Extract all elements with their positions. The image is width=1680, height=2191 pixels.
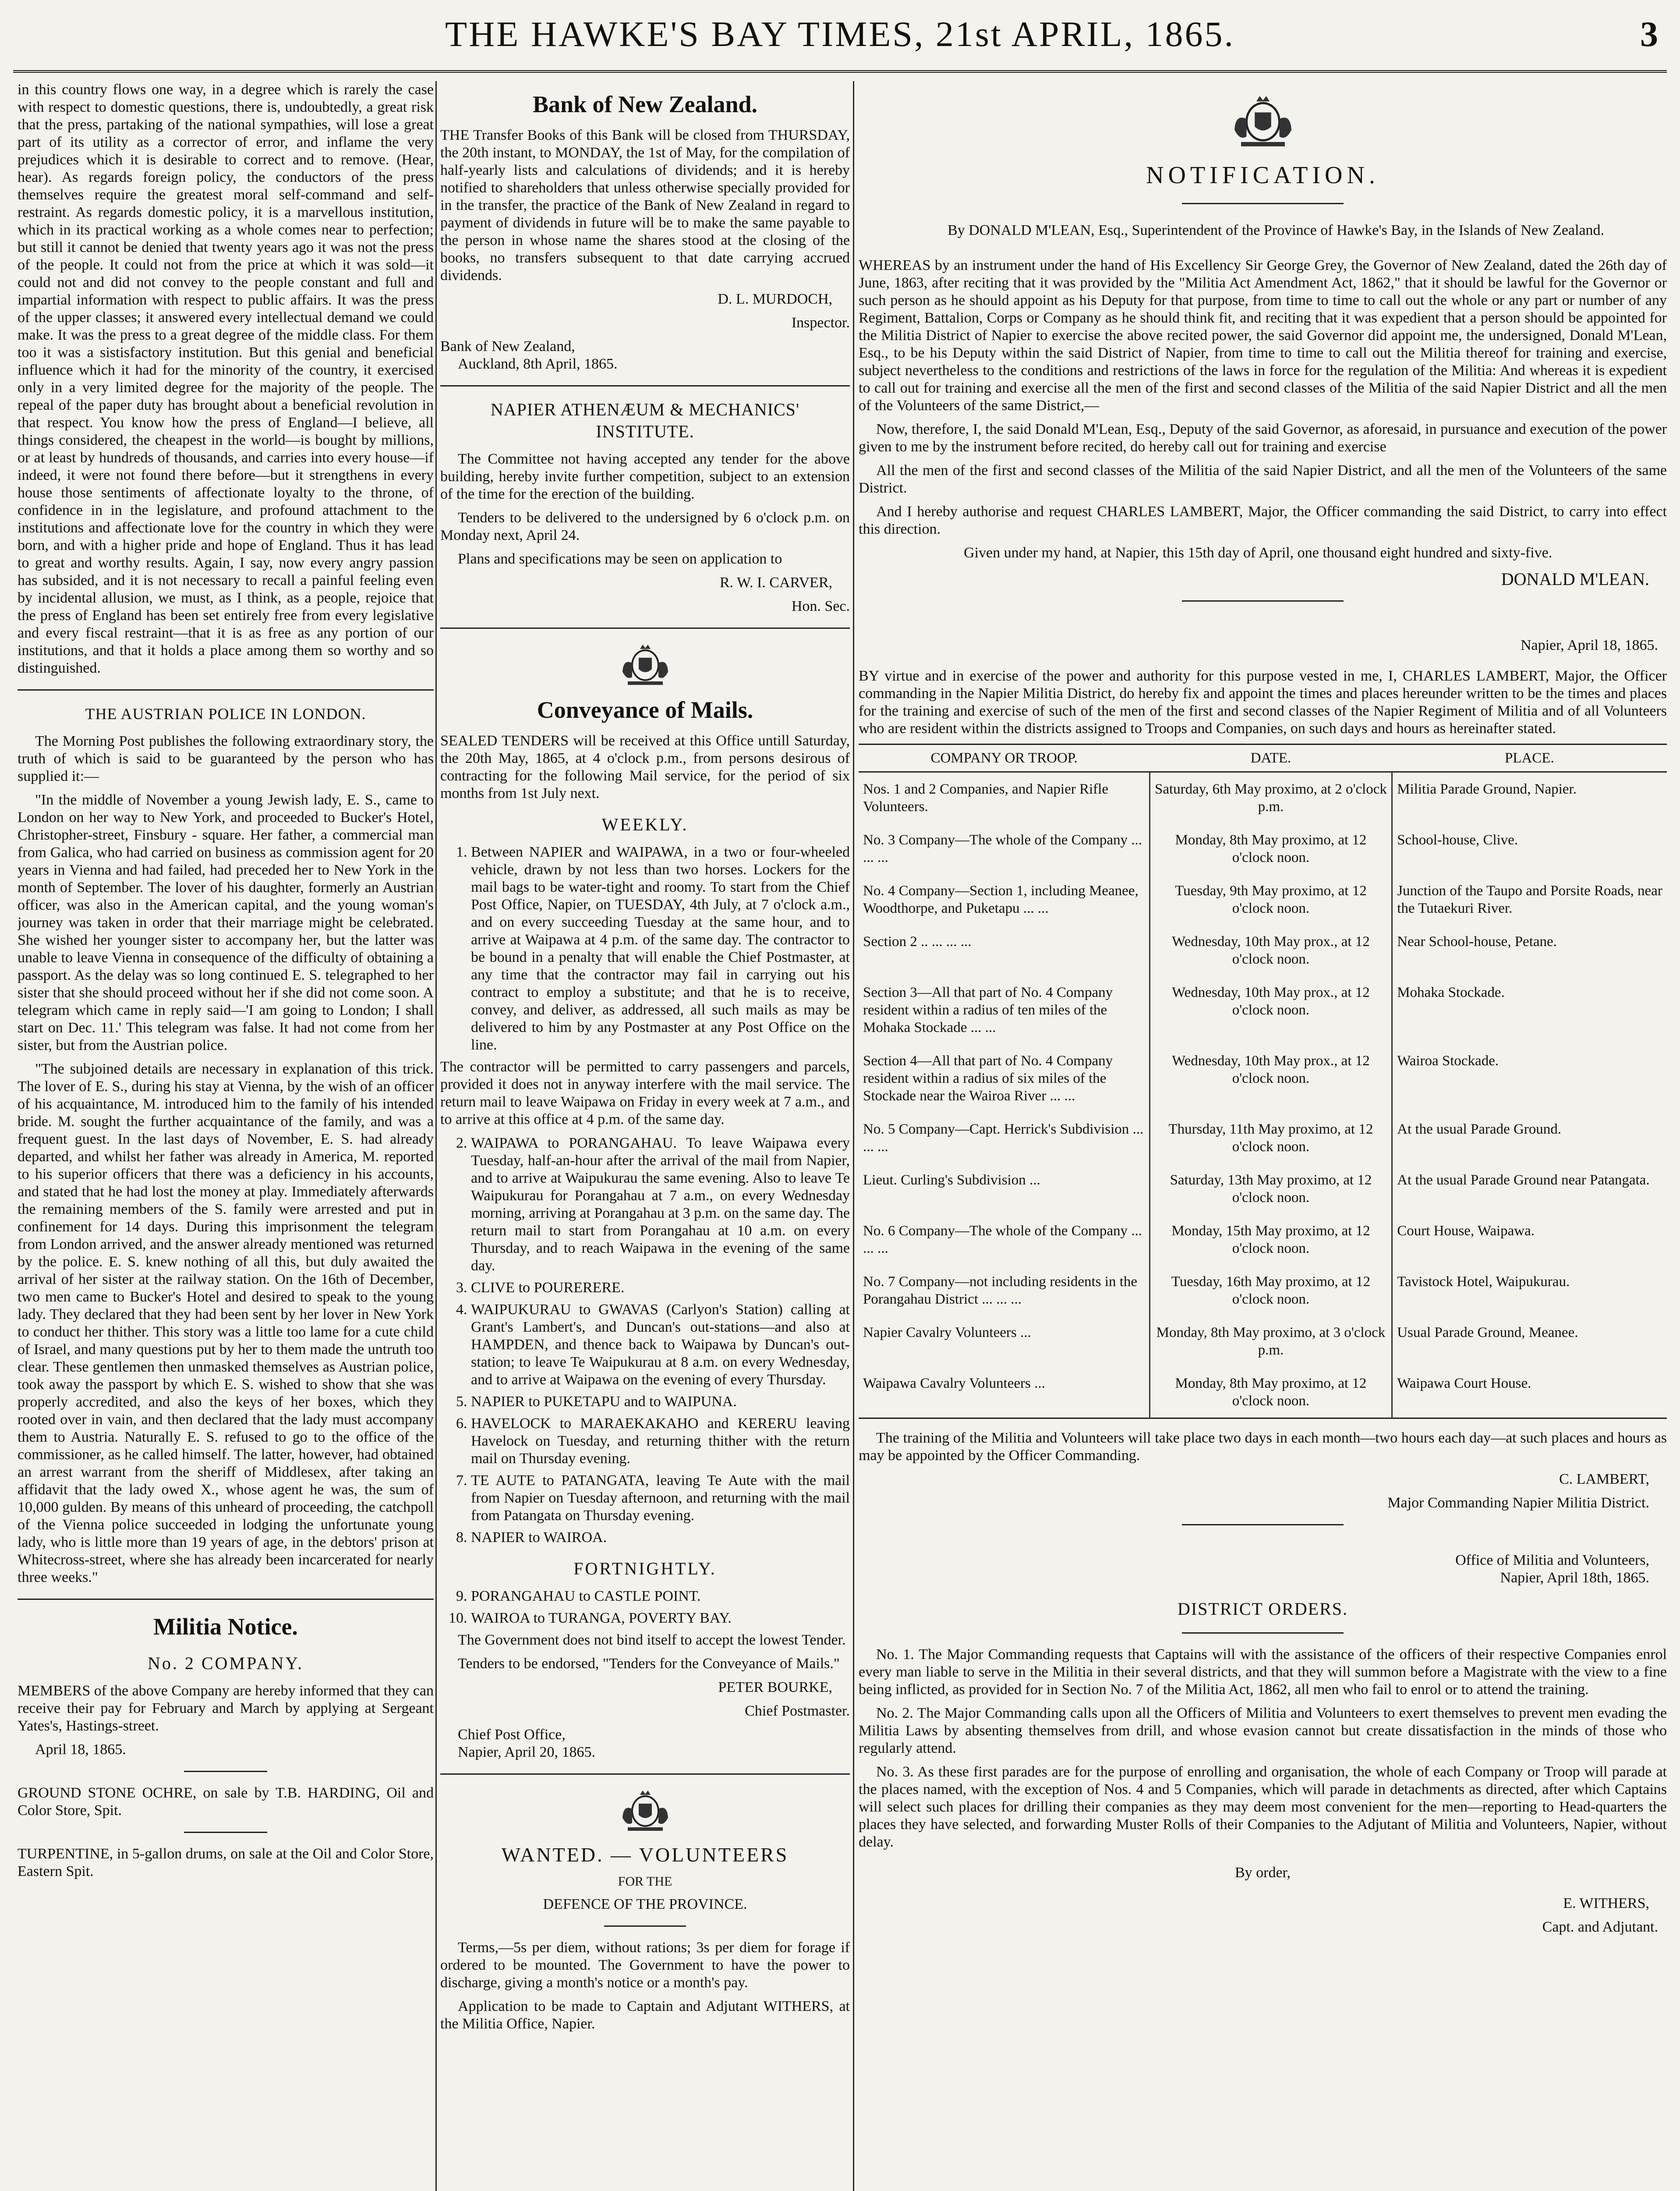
athenaeum-paragraph: Tenders to be delivered to the undersigned by 6 o'clock p.m. on Monday next, April 24. — [440, 510, 850, 543]
date-cell: Thursday, 11th May proximo, at 12 o'clock noon. — [1149, 1113, 1392, 1163]
date-cell: Saturday, 6th May proximo, at 2 o'clock p.m. — [1149, 772, 1392, 824]
all-the-men-paragraph: All the men of the first and second classes of the Militia of the said Napier District, and all the men of the Volunteers of the same District. — [859, 462, 1667, 496]
divider — [184, 1771, 267, 1772]
athenaeum-signatory-title: Hon. Sec. — [791, 598, 850, 614]
company-cell: No. 4 Company—Section 1, including Meanee, Woodthorpe, and Puketapu ... ... — [863, 883, 1139, 916]
lambert-signature: C. LAMBERT, — [1559, 1471, 1649, 1487]
article-paragraph: in this country flows one way, in a degree which is rarely the case with respect to domestic questions, there is, undoubtedly, a great risk that the press, partaking of the national sympathies, will lose a great part of its utility as a corrector of error, and inflame the very prejudices which it is desirable to correct and to remove. (Hear, hear). As regards foreign policy, the conductors of the press themselves require the greatest moral self-command and self-restraint. As regards domestic policy, it is a marvellous institution, which in its practical working as a whole comes near to perfection; but still it cannot be denied that twenty years ago it was not the press of the people. It could not from the price at which it was sold—it could not and did not convey to the people constant and full and impartial information with respect to public affairs. It was the press of the upper classes; it answered every intellectual demand we could make. It was the press to a great degree of the middle class. For them too it was a sistisfactory institution. But this genial and beneficial influence which it had for the minority of the country, it exercised only in a very limited degree for the majority of the people. The repeal of the paper duty has brought about a beneficial revolution in that respect. You know how the press of England—I believe, all things considered, the cheapest in the world—is bought by millions, or at least by hundreds of thousands, and carries into every house—if indeed, it were not found there before—but it strengthens in every house those sentiments of affectionate loyalty to the throne, of confidence in in the legislature, and profound attachment to the institutions and affectionate love for the country in which they were born, and with a higher pride and hope of England. Thus it has lead to great and worthy results. Again, I say, now every angry passion has subsided, and it is not necessary to recall a painful feeling even by incidental allusion, we must, as I think, as a people, rejoice that the press of England has been set entirely free from every legislative and every fiscal restraint—that it is as free as any portion of our institutions, and that it holds a place among them so worthy and so distinguished. — [18, 82, 434, 676]
place-cell: Militia Parade Ground, Napier. — [1392, 772, 1667, 824]
date-cell: Monday, 8th May proximo, at 12 o'clock noon. — [1149, 1367, 1392, 1418]
bank-body: THE Transfer Books of this Bank will be closed from THURSDAY, the 20th instant, to MONDAY, the 1st of May, for the compilation of half-yearly lists and calculations of dividends; and it is hereby notified to shareholders that unless otherwise specially provided for in the transfer, the practice of the Bank of New Zealand in regard to payment of dividends in future will be to make the same payable to the person in whose name the shares stood at the closing of the books, no transfers subsequent to that date carrying accrued dividends. — [440, 127, 850, 284]
table-row — [859, 1367, 1667, 1418]
column-header: DATE. — [1149, 745, 1392, 772]
table-header-row — [859, 745, 1667, 772]
lambert-title: Major Commanding Napier Militia District. — [1387, 1495, 1649, 1511]
company-cell: No. 6 Company—The whole of the Company ... ... ... — [863, 1223, 1142, 1256]
bank-place: Bank of New Zealand, — [440, 338, 575, 355]
training-schedule-table — [859, 744, 1667, 1419]
date-cell: Saturday, 13th May proximo, at 12 o'clock noon. — [1149, 1163, 1392, 1214]
place-cell: Usual Parade Ground, Meanee. — [1392, 1316, 1667, 1367]
date-cell: Monday, 8th May proximo, at 3 o'clock p.m. — [1149, 1316, 1392, 1367]
mails-intro: SEALED TENDERS will be received at this Office untill Saturday, the 20th May, 1865, at 4 o'clock p.m., from persons desirous of contracting for the following Mail service, for the period of six months from 1st July next. — [440, 733, 850, 801]
column-header: PLACE. — [1392, 745, 1667, 772]
list-item: 2. WAIPAWA to PORANGAHAU. To leave Waipawa every Tuesday, half-an-hour after the arrival of the mail from Napier, and to arrive at Waipukurau the same evening. Also to leave Te Waipukurau for Porangahau at 7 a.m., on every Wednesday morning, arriving at Porangahau at 3 p.m. on the same day. The return mail to start from Porangahau at 10 a.m. on every Thursday, and to reach Waipawa in the evening of the same day. — [471, 1134, 850, 1275]
place-cell: Near School-house, Petane. — [1392, 925, 1667, 976]
table-row — [859, 1163, 1667, 1214]
table-row — [859, 1044, 1667, 1113]
company-cell: Napier Cavalry Volunteers ... — [863, 1325, 1031, 1340]
divider — [1182, 203, 1344, 204]
place-cell: Mohaka Stockade. — [1392, 976, 1667, 1044]
whereas-paragraph: WHEREAS by an instrument under the hand of His Excellency Sir George Grey, the Governor of New Zealand, dated the 26th day of June, 1863, after reciting that it was provided by the "Militia Act Amendment Act, 1862," that it should be lawful for the Governor or such person as he should appoint as his Deputy for that purpose, from time to time to call out the whole or any part or number of any Regiment, Battalion, Corps or Company as he should think fit, and reciting that it was expedient that a person should be appointed for the Militia District of Napier to exercise the above recited power, the said Governor did appoint me, the undersigned, Donald M'Lean, Esq., to be his Deputy within the said District of Napier, from time to time to call out the Militia thereof for training and exercise, subject nevertheless to the conditions and restrictions of the laws in force for the regulation of the Militia: And whereas it is expedient to call out for training and exercise all the men of the first and second classes of the Militia of the said Napier District and all the men of the Volunteers of the same District,— — [859, 257, 1667, 414]
militia-notice-body: MEMBERS of the above Company are hereby informed that they can receive their pay for February and March by applying at Sergeant Yates's, Hastings-street. — [18, 1683, 434, 1734]
divider — [1182, 600, 1344, 602]
training-note: The training of the Militia and Volunteers will take place two days in each month—two hours each day—at such places and hours as may be appointed by the Officer Commanding. — [859, 1430, 1667, 1464]
company-cell: No. 3 Company—The whole of the Company ... ... ... — [863, 832, 1142, 865]
place-cell: Junction of the Taupo and Porsite Roads, near the Tutaekuri River. — [1392, 874, 1667, 925]
list-item: 7. TE AUTE to PATANGATA, leaving Te Aute with the mail from Napier on Tuesday afternoon, and returning with the mail from Patangata on Thursday evening. — [471, 1472, 850, 1524]
date-cell: Wednesday, 10th May prox., at 12 o'clock noon. — [1149, 925, 1392, 976]
list-item: 8. NAPIER to WAIROA. — [471, 1529, 850, 1546]
list-item: 4. WAIPUKURAU to GWAVAS (Carlyon's Station) calling at Grant's Lambert's, and Duncan's out-stations—and also at HAMPDEN, and thence back to Waipawa by Duncan's out-station; to leave Te Waipukurau at 8 a.m. on every Wednesday, and to arrive at Waipawa on the evening of every Thursday. — [471, 1301, 850, 1389]
mails-date: Napier, April 20, 1865. — [458, 1744, 596, 1760]
ad-turpentine: TURPENTINE, in 5-gallon drums, on sale at the Oil and Color Store, Eastern Spit. — [18, 1846, 434, 1879]
masthead: THE HAWKE'S BAY TIMES, 21st APRIL, 1865. — [445, 14, 1235, 54]
notification-title: NOTIFICATION. — [1146, 162, 1379, 189]
divider — [184, 1832, 267, 1833]
table-row — [859, 874, 1667, 925]
athenaeum-paragraph: The Committee not having accepted any tender for the above building, hereby invite further competition, subject to an extension of the time for the erection of the building. — [440, 451, 850, 502]
mclean-signature: DONALD M'LEAN. — [1501, 569, 1649, 589]
table-row — [859, 772, 1667, 824]
mails-signatory: PETER BOURKE, — [718, 1679, 832, 1695]
district-order: No. 3. As these first parades are for the purpose of enrolling and organisation, the whole of each Company or Troop will parade at the places named, with the exception of Nos. 4 and 5 Companies, which will parade in detachments as directed, after which Captains will select such places for drilling their companies as they may deem most convenient for the men—reporting to Head-quarters the places they have selected, and forwarding Muster Rolls of their Companies to the Adjutant of Militia and Volunteers, Napier, without delay. — [859, 1764, 1667, 1850]
company-cell: No. 5 Company—Capt. Herrick's Subdivision ... ... ... — [863, 1121, 1144, 1155]
divider — [440, 385, 850, 386]
bank-signatory: D. L. MURDOCH, — [718, 291, 832, 307]
place-cell: At the usual Parade Ground near Patangata. — [1392, 1163, 1667, 1214]
place-cell: At the usual Parade Ground. — [1392, 1113, 1667, 1163]
column-rule — [853, 81, 854, 2191]
article-paragraph: "The subjoined details are necessary in explanation of this trick. The lover of E. S., during his stay at Vienna, by the wish of an officer of his acquaintance, M. introduced him to the family of his intended bride. M. sought the further acquaintance of the family, and was a frequent guest. In the last days of November, E. S. had already departed, and whilst her father was already in America, M. reported to his superior officers that there was a deficiency in his accounts, and stated that he had lost the money at play. Immediately afterwards the remaining members of the S. family were arrested and put in confinement for 14 days. During this imprisonment the telegram from London arrived, and the answer already mentioned was returned by the police. E. S. knew nothing of all this, but duly awaited the arrival of her sister at the railway station. On the 16th of December, two men came to Bucker's Hotel and desired to speak to the young lady. They declared that they had been sent by her lover in New York to conduct her thither. This story was a little too lame for a cute child of Israel, and many questions put by her to them made the untruth too clear. These gentlemen then unmasked themselves as Austrian police, took away the passport by which E. S. wished to show that she was properly accredited, and also the keys of her boxes, which they rooted over in vain, and then declared that the lady must accompany them to Austria. Naturally E. S. refused to go to the office of the commissioner, as he called himself. The latter, however, had obtained an arrest warrant from the sheriff of Middlesex, after taking an affidavit that the lady owed X., whose agent he was, the sum of 10,000 gulden. By means of this unheard of proceeding, the catchpoll of the Vienna police succeeded in lodging the unfortunate young lady, who is little more than 19 years of age, in the debtors' prison at Whitecross-street, where she has already been incarcerated for nearly three weeks." — [18, 1061, 434, 1585]
company-cell: Section 4—All that part of No. 4 Company resident within a radius of six miles of the Stockade near the Wairoa River ... ... — [863, 1053, 1113, 1104]
bank-title: Bank of New Zealand. — [532, 91, 758, 117]
district-order: No. 1. The Major Commanding requests that Captains will with the assistance of the officers of their respective Companies enrol every man liable to serve in the Militia in their several districts, and that they will summon before a Magistrate with the view to a fine being inflicted, as provided for in Section No. 7 of the Militia Act, 1862, all men who fail to enrol or to attend the training. — [859, 1646, 1667, 1698]
company-cell: Section 3—All that part of No. 4 Company resident within a radius of ten miles of the Mohaka Stockade ... ... — [863, 985, 1113, 1035]
column-3 — [859, 81, 1667, 2191]
office-line: Office of Militia and Volunteers, — [1455, 1552, 1649, 1568]
divider — [1182, 1524, 1344, 1525]
athenaeum-paragraph: Plans and specifications may be seen on application to — [458, 551, 782, 567]
table-row — [859, 976, 1667, 1044]
militia-notice-subtitle: No. 2 COMPANY. — [147, 1653, 304, 1673]
ad-ochre: GROUND STONE OCHRE, on sale by T.B. HARDING, Oil and Color Store, Spit. — [18, 1785, 434, 1819]
napier-date: Napier, April 18, 1865. — [1520, 637, 1658, 653]
date-cell: Tuesday, 9th May proximo, at 12 o'clock noon. — [1149, 874, 1392, 925]
divider — [440, 628, 850, 629]
district-order: No. 2. The Major Commanding calls upon all the Officers of Militia and Volunteers to exert themselves to prevent men evading the Militia Laws by absenting themselves from drill, and whose evasion cannot but create dissatisfaction in the minds of those who regularly attend. — [859, 1705, 1667, 1756]
mails-title: Conveyance of Mails. — [537, 697, 753, 723]
weekly-list — [440, 844, 850, 1054]
bank-signatory-title: Inspector. — [791, 315, 850, 331]
mails-closing: Tenders to be endorsed, "Tenders for the Conveyance of Mails." — [458, 1656, 840, 1672]
list-item: 9. PORANGAHAU to CASTLE POINT. — [471, 1588, 850, 1605]
weekly-heading: WEEKLY. — [601, 815, 689, 834]
list-item: 1. Between NAPIER and WAIPAWA, in a two or four-wheeled vehicle, drawn by not less than two horses. Lockers for the mail bags to be water-tight and roomy. To start from the Chief Post Office, Napier, on TUESDAY, 4th July, at 7 o'clock a.m., and on every succeeding Tuesday at the same hour, and to arrive at Waipawa at 4 p.m. of the same day. The contractor to be bound in a penalty that will enable the Chief Postmaster, at any time that the contractor may fail in carrying out his contract to employ a substitute; and that he is to receive, convey, and deliver, as addressed, all such mails as may be delivered to him by any Postmaster at any Post Office on the line. — [471, 844, 850, 1054]
date-cell: Wednesday, 10th May prox., at 12 o'clock noon. — [1149, 1044, 1392, 1113]
company-cell: Waipawa Cavalry Volunteers ... — [863, 1376, 1045, 1391]
mails-signatory-title: Chief Postmaster. — [745, 1703, 850, 1719]
fortnightly-heading: FORTNIGHTLY. — [573, 1559, 717, 1578]
place-cell: Waipawa Court House. — [1392, 1367, 1667, 1418]
page-number: 3 — [1640, 14, 1658, 54]
volunteers-terms: Terms,—5s per diem, without rations; 3s per diem for forage if ordered to be mounted. The Government to have the power to discharge, giving a month's notice or a month's pay. — [440, 1939, 850, 1991]
militia-notice-title: Militia Notice. — [153, 1613, 298, 1640]
athenaeum-title: NAPIER ATHENÆUM & MECHANICS' INSTITUTE. — [490, 400, 800, 441]
royal-coat-of-arms-icon — [619, 641, 672, 687]
militia-notice-date: April 18, 1865. — [35, 1741, 126, 1758]
athenaeum-signatory: R. W. I. CARVER, — [719, 574, 832, 591]
article-title: THE AUSTRIAN POLICE IN LONDON. — [85, 705, 366, 723]
withers-title: Capt. and Adjutant. — [1542, 1919, 1658, 1935]
company-cell: Section 2 .. ... ... ... — [863, 934, 972, 950]
notification-by-line: By DONALD M'LEAN, Esq., Superintendent of the Province of Hawke's Bay, in the Islands of New Zealand. — [947, 222, 1605, 238]
bank-date: Auckland, 8th April, 1865. — [458, 356, 618, 372]
withers-signature: E. WITHERS, — [1563, 1895, 1649, 1911]
table-row — [859, 1214, 1667, 1265]
column-1 — [18, 81, 434, 2191]
place-cell: School-house, Clive. — [1392, 823, 1667, 874]
column-2 — [440, 81, 850, 2191]
and-i-paragraph: And I hereby authorise and request CHARLES LAMBERT, Major, the Officer commanding the said District, to carry into effect this direction. — [859, 503, 1667, 537]
district-orders-title: DISTRICT ORDERS. — [1177, 1599, 1348, 1619]
place-cell: Wairoa Stockade. — [1392, 1044, 1667, 1113]
mails-closing: The Government does not bind itself to accept the lowest Tender. — [458, 1632, 846, 1648]
list-item: 10. WAIROA to TURANGA, POVERTY BAY. — [471, 1610, 850, 1627]
office-date: Napier, April 18th, 1865. — [1500, 1570, 1649, 1586]
royal-coat-of-arms-icon — [1230, 92, 1296, 149]
list-item: 3. CLIVE to POURERERE. — [471, 1279, 850, 1297]
volunteers-title: WANTED. — VOLUNTEERS — [501, 1844, 789, 1866]
date-cell: Tuesday, 16th May proximo, at 12 o'clock noon. — [1149, 1265, 1392, 1316]
date-cell: Wednesday, 10th May prox., at 12 o'clock noon. — [1149, 976, 1392, 1044]
by-virtue-paragraph: BY virtue and in exercise of the power and authority for this purpose vested in me, I, CHARLES LAMBERT, Major, the Officer commanding in the Napier Militia District, do hereby fix and appoint the times and places hereunder written to be the times and places for the training and exercise of such of the men of the first and second classes of the Napier Regiment of Militia and of all Volunteers who are resident within the districts assigned to Troops and Companies, on such days and hours as hereinafter stated. — [859, 668, 1667, 737]
by-order: By order, — [1234, 1865, 1291, 1881]
table-row — [859, 1113, 1667, 1163]
contractor-note: The contractor will be permitted to carry passengers and parcels, provided it does not in anyway interfere with the mail service. The return mail to leave Waipawa on Friday in every week at 7 a.m., and to arrive at this office at 4 p.m. of the same day. — [440, 1059, 850, 1127]
royal-coat-of-arms-icon — [619, 1787, 672, 1833]
volunteers-subtitle: DEFENCE OF THE PROVINCE. — [543, 1896, 747, 1912]
table-row — [859, 823, 1667, 874]
table-row — [859, 1316, 1667, 1367]
place-cell: Tavistock Hotel, Waipukurau. — [1392, 1265, 1667, 1316]
date-cell: Monday, 15th May proximo, at 12 o'clock noon. — [1149, 1214, 1392, 1265]
column-header: COMPANY OR TROOP. — [859, 745, 1149, 772]
fortnightly-list — [440, 1588, 850, 1627]
divider — [440, 1773, 850, 1775]
company-cell: No. 7 Company—not including residents in the Porangahau District ... ... ... — [863, 1274, 1138, 1307]
divider — [18, 689, 434, 691]
now-therefore-paragraph: Now, therefore, I, the said Donald M'Lean, Esq., Deputy of the said Governor, as aforesaid, in pursuance and execution of the power given to me by the instrument before recited, do hereby call out for training and exercise — [859, 421, 1667, 455]
volunteers-apply: Application to be made to Captain and Adjutant WITHERS, at the Militia Office, Napier. — [440, 1998, 850, 2032]
given-paragraph: Given under my hand, at Napier, this 15th day of April, one thousand eight hundred and sixty-five. — [964, 545, 1553, 561]
article-paragraph: The Morning Post publishes the following extraordinary story, the truth of which is said to be guaranteed by the person who has supplied it:— — [18, 733, 434, 784]
date-cell: Monday, 8th May proximo, at 12 o'clock noon. — [1149, 823, 1392, 874]
list-item: 5. NAPIER to PUKETAPU and to WAIPUNA. — [471, 1393, 850, 1411]
mails-place: Chief Post Office, — [458, 1727, 566, 1743]
divider — [18, 1599, 434, 1600]
place-cell: Court House, Waipawa. — [1392, 1214, 1667, 1265]
weekly-list — [440, 1134, 850, 1546]
list-item: 6. HAVELOCK to MARAEKAKAHO and KERERU leaving Havelock on Tuesday, and returning thither with the return mail on Thursday evening. — [471, 1415, 850, 1468]
divider — [1182, 1632, 1344, 1634]
divider — [604, 1925, 686, 1927]
article-paragraph: "In the middle of November a young Jewish lady, E. S., came to London on her way to New York, and proceeded to Bucker's Hotel, Christopher-street, Finsbury - square. Her father, a commercial man from Galica, who had carried on business as commission agent for 20 years in Vienna and had failed, had preceded her to New York in the month of September. The lover of his daughter, formerly an Austrian officer, was also in the American capital, and the young woman's journey was taken in order that their marriage might be celebrated. She wished her younger sister to accompany her, but the latter was unable to leave Vienna in consequence of the difficulty of obtaining a passport. As the delay was so long continued E. S. telegraphed to her sister that she should proceed without her if she did not come soon. A telegram which came in reply said—'I am going to London; I shall start on Dec. 11.' This telegram was false. It had not come from her sister, but from the Austrian police. — [18, 792, 434, 1053]
column-rule — [435, 81, 437, 2191]
page-header — [13, 4, 1667, 73]
company-cell: Nos. 1 and 2 Companies, and Napier Rifle Volunteers. — [863, 781, 1108, 815]
volunteers-for-the: FOR THE — [618, 1874, 672, 1889]
table-row — [859, 925, 1667, 976]
company-cell: Lieut. Curling's Subdivision ... — [863, 1172, 1040, 1188]
table-row — [859, 1265, 1667, 1316]
